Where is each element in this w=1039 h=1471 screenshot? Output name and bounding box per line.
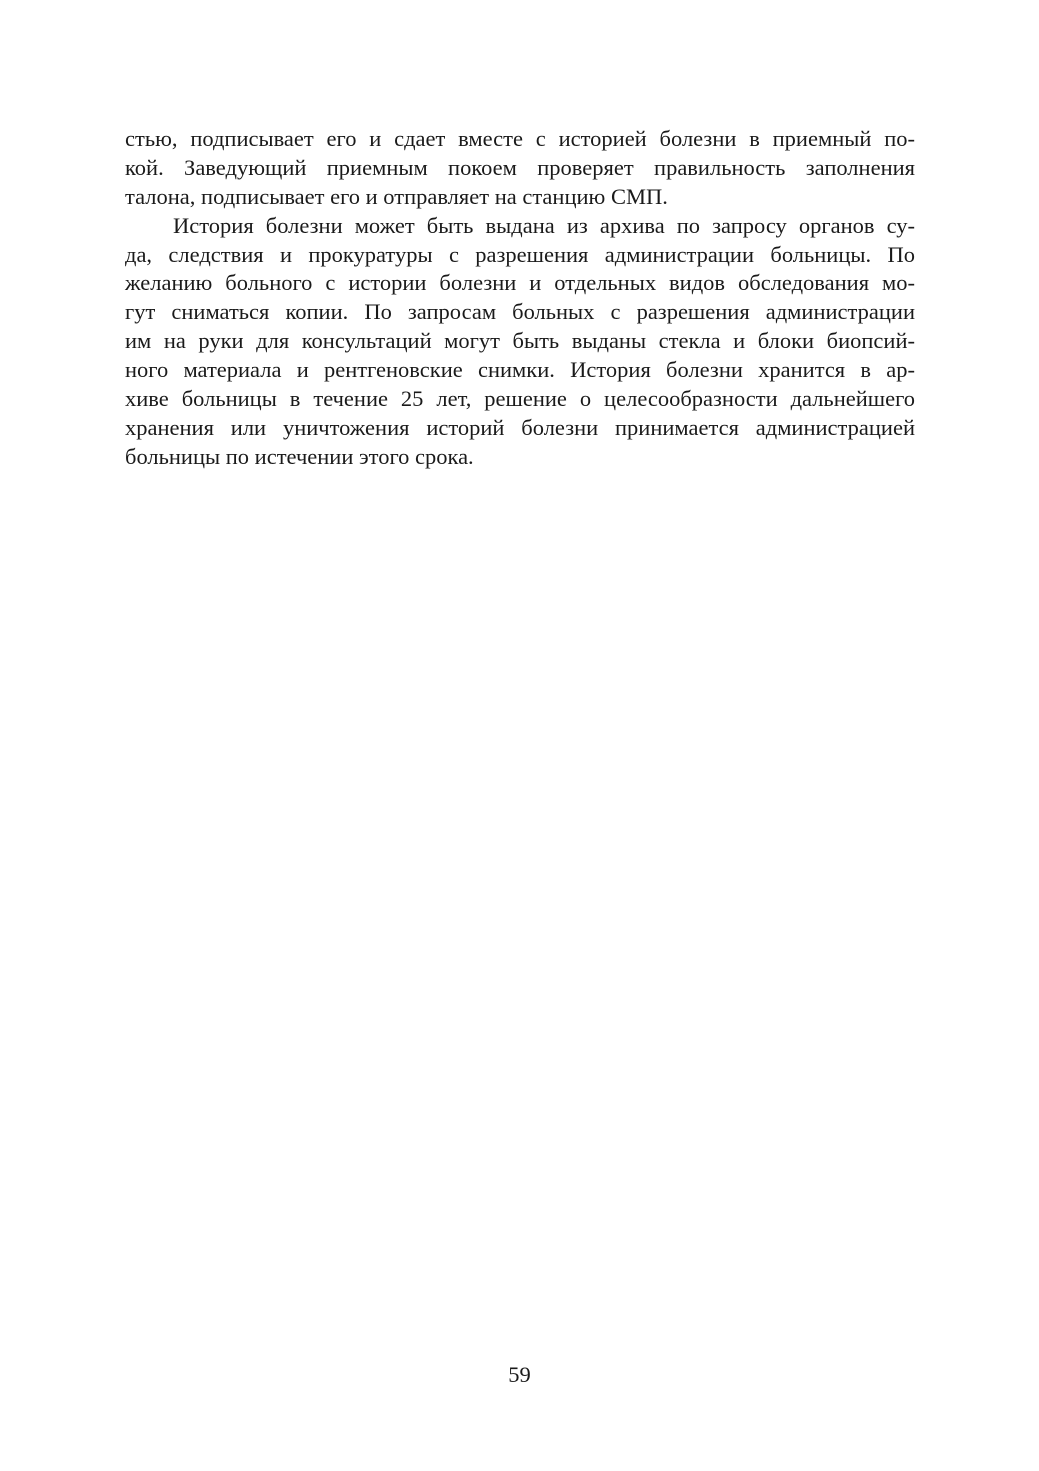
text-line: да, следствия и прокуратуры с разрешения администрации больницы. По [125,242,915,267]
text-line: стью, подписывает его и сдает вместе с историей болезни в приемный по- [125,126,915,151]
text-line: желанию больного с истории болезни и отдельных видов обследования мо- [125,270,915,295]
text-line: хиве больницы в течение 25 лет, решение о целесообразности дальнейшего [125,386,915,411]
text-line: История болезни может быть выдана из архива по запросу органов су- [173,213,915,238]
page-number: 59 [508,1362,531,1387]
text-line: больницы по истечении этого срока. [125,444,474,469]
text-line: хранения или уничтожения историй болезни принимается администрацией [125,415,915,440]
text-line: талона, подписывает его и отправляет на станцию СМП. [125,184,668,209]
text-line: гут сниматься копии. По запросам больных с разрешения администрации [125,299,915,324]
text-line: им на руки для консультаций могут быть выданы стекла и блоки биопсий- [125,328,915,353]
text-line: кой. Заведующий приемным покоем проверяет правильность заполнения [125,155,915,180]
text-line: ного материала и рентгеновские снимки. История болезни хранится в ар- [125,357,915,382]
